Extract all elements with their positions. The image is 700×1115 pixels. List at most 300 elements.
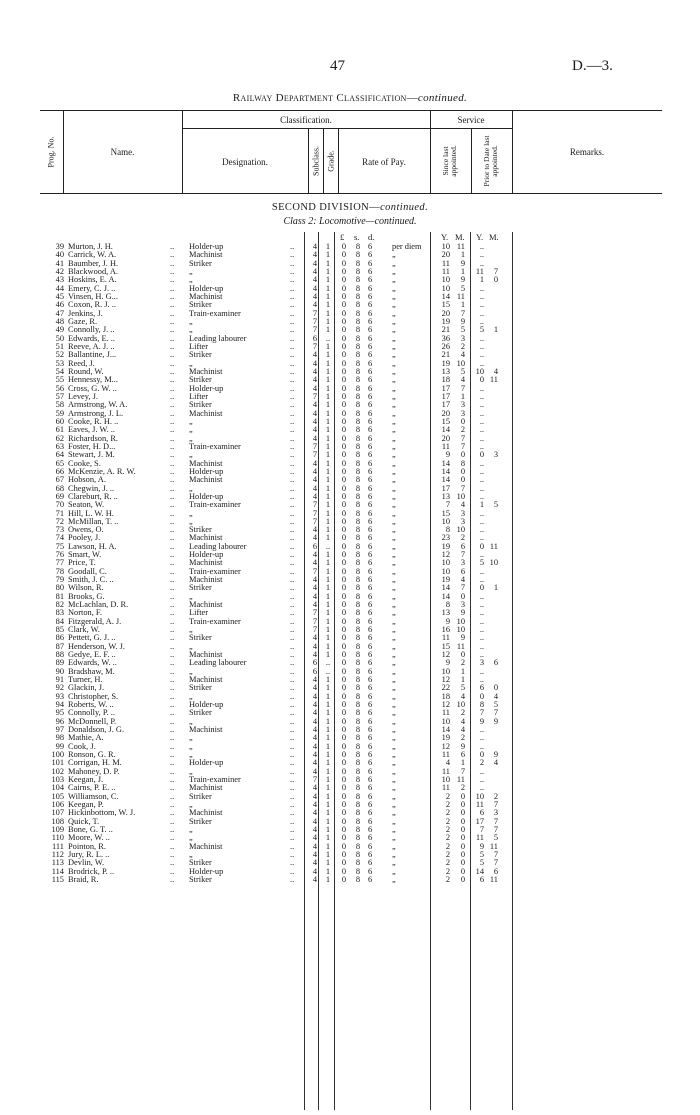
cell-per: per diem — [392, 242, 422, 251]
leader-dots: .. — [170, 250, 175, 260]
cell-sy: 11 — [441, 633, 450, 643]
cell-d: 6 — [368, 541, 373, 551]
cell-sy: 17 — [441, 483, 450, 493]
cell-gr: 1 — [325, 250, 331, 260]
cell-gr: 1 — [325, 466, 331, 476]
cell-s: 8 — [355, 242, 361, 251]
cell-gr: 1 — [325, 458, 331, 468]
cell-gr: 1 — [325, 600, 331, 610]
leader-dots: .. — [170, 725, 175, 735]
cell-l: 0 — [341, 591, 347, 601]
cell-s: 8 — [355, 341, 361, 351]
cell-per: „ — [392, 450, 396, 460]
cell-s: 8 — [355, 383, 361, 393]
cell-d: 6 — [368, 291, 373, 301]
cell-gr: 1 — [325, 858, 331, 868]
cell-sy: 11 — [441, 441, 450, 451]
cell-sub: 4 — [312, 433, 318, 443]
cell-sub: 4 — [312, 475, 318, 485]
cell-name: Levey, J. — [68, 391, 98, 401]
cell-d: 6 — [368, 625, 373, 635]
cell-s: 8 — [355, 716, 361, 726]
leader-dots: .. — [290, 616, 295, 626]
cell-l: 0 — [341, 325, 347, 335]
cell-no: 64 — [55, 450, 64, 460]
cell-s: 8 — [355, 533, 361, 543]
division-label: SECOND DIVISION— — [271, 202, 381, 213]
cell-py: 6 — [479, 874, 484, 884]
leader-dots: .. — [290, 658, 295, 668]
cell-no: 88 — [55, 650, 64, 660]
cell-des: Machinist — [189, 650, 223, 660]
cell-d: 6 — [368, 375, 373, 385]
cell-l: 0 — [341, 833, 347, 843]
cell-per: „ — [392, 691, 396, 701]
table-row — [0, 310, 700, 318]
leader-dots: .. — [170, 300, 175, 310]
cell-s: 8 — [355, 400, 361, 410]
cell-l: 0 — [341, 808, 347, 818]
cell-sub: 4 — [312, 799, 318, 809]
leader-dots: .. — [170, 600, 175, 610]
leader-dots: .. — [290, 300, 295, 310]
cell-s: 8 — [355, 658, 361, 668]
leader-dots: .. — [170, 450, 175, 460]
cell-py: .. — [479, 491, 484, 501]
cell-s: 8 — [355, 733, 361, 743]
cell-name: Moore, W. .. — [68, 833, 110, 843]
cell-l: 0 — [341, 275, 347, 285]
cell-sm: 4 — [460, 691, 465, 701]
cell-name: Norton, F. — [68, 608, 102, 618]
leader-dots: .. — [170, 333, 175, 343]
cell-des: „ — [189, 325, 193, 335]
cell-d: 6 — [368, 700, 373, 710]
cell-gr: 1 — [325, 450, 331, 460]
cell-gr: 1 — [325, 433, 331, 443]
leader-dots: .. — [170, 658, 175, 668]
cell-des: Train-examiner — [189, 566, 241, 576]
cell-l: 0 — [341, 541, 347, 551]
cell-name: Christopher, S. — [68, 691, 119, 701]
cell-l: 0 — [341, 700, 347, 710]
cell-sub: 4 — [312, 300, 318, 310]
leader-dots: .. — [170, 242, 175, 251]
cell-des: „ — [189, 316, 193, 326]
cell-no: 55 — [55, 375, 64, 385]
cell-sm: 0 — [460, 416, 465, 426]
cell-gr: 1 — [325, 341, 331, 351]
cell-sy: 14 — [441, 583, 450, 593]
cell-sy: 15 — [441, 300, 450, 310]
cell-d: 6 — [368, 350, 373, 360]
cell-d: 6 — [368, 483, 373, 493]
cell-gr: 1 — [325, 475, 331, 485]
cell-des: Machinist — [189, 458, 223, 468]
cell-py: 11 — [475, 833, 484, 843]
cell-l: 0 — [341, 750, 347, 760]
cell-no: 84 — [55, 616, 64, 626]
cell-name: Armstrong, W. A. — [68, 400, 128, 410]
cell-sub: 7 — [312, 325, 318, 335]
table-row — [0, 493, 700, 501]
cell-d: 6 — [368, 416, 373, 426]
cell-no: 111 — [52, 841, 64, 851]
cell-sub: 4 — [312, 466, 318, 476]
leader-dots: .. — [170, 833, 175, 843]
cell-d: 6 — [368, 866, 373, 876]
cell-s: 8 — [355, 583, 361, 593]
cell-l: 0 — [341, 625, 347, 635]
leader-dots: .. — [170, 366, 175, 376]
cell-l: 0 — [341, 608, 347, 618]
leader-dots: .. — [290, 258, 295, 268]
cell-per: „ — [392, 350, 396, 360]
cell-l: 0 — [341, 400, 347, 410]
leader-dots: .. — [170, 858, 175, 868]
table-row — [0, 768, 700, 776]
cell-no: 67 — [55, 475, 64, 485]
cell-s: 8 — [355, 783, 361, 793]
leader-dots: .. — [170, 358, 175, 368]
cell-sub: 7 — [312, 516, 318, 526]
cell-gr: 1 — [325, 874, 331, 884]
leader-dots: .. — [290, 641, 295, 651]
cell-no: 98 — [55, 733, 64, 743]
cell-gr: 1 — [325, 616, 331, 626]
cell-sub: 4 — [312, 383, 318, 393]
cell-py: 9 — [479, 716, 484, 726]
cell-l: 0 — [341, 433, 347, 443]
cell-sub: 4 — [312, 808, 318, 818]
leader-dots: .. — [290, 608, 295, 618]
cell-s: 8 — [355, 799, 361, 809]
cell-per: „ — [392, 775, 396, 784]
cell-l: 0 — [341, 466, 347, 476]
cell-d: 6 — [368, 458, 373, 468]
cell-sm: 7 — [460, 766, 465, 776]
cell-name: Braid, R. — [68, 874, 99, 884]
cell-des: Machinist — [189, 366, 223, 376]
table-row — [0, 734, 700, 742]
cell-sm: 5 — [460, 683, 465, 693]
cell-l: 0 — [341, 658, 347, 668]
cell-name: Keegan, J. — [68, 775, 104, 784]
cell-sy: 17 — [441, 400, 450, 410]
leader-dots: .. — [290, 516, 295, 526]
cell-sub: 4 — [312, 633, 318, 643]
cell-per: „ — [392, 575, 396, 585]
cell-sy: 14 — [441, 291, 450, 301]
cell-per: „ — [392, 425, 396, 435]
cell-sm: 8 — [460, 458, 465, 468]
cell-des: Machinist — [189, 558, 223, 568]
cell-sm: 7 — [460, 433, 465, 443]
cell-sm: 1 — [460, 266, 465, 276]
cell-s: 8 — [355, 291, 361, 301]
cell-per: „ — [392, 666, 396, 676]
cell-gr: 1 — [325, 258, 331, 268]
leader-dots: .. — [170, 566, 175, 576]
cell-sy: 11 — [441, 766, 450, 776]
cell-py: .. — [479, 575, 484, 585]
cell-sub: 4 — [312, 242, 318, 251]
leader-dots: .. — [290, 783, 295, 793]
cell-sub: 4 — [312, 283, 318, 293]
cell-sub: 4 — [312, 841, 318, 851]
leader-dots: .. — [290, 600, 295, 610]
cell-sm: 6 — [460, 541, 465, 551]
cell-d: 6 — [368, 725, 373, 735]
table-row — [0, 851, 700, 859]
leader-dots: .. — [170, 766, 175, 776]
cell-sy: 10 — [441, 516, 450, 526]
cell-py: 6 — [479, 683, 484, 693]
leader-dots: .. — [170, 316, 175, 326]
cell-py: .. — [479, 341, 484, 351]
unit-pounds: £ — [340, 232, 345, 242]
cell-name: McDonnell, P. — [68, 716, 117, 726]
cell-s: 8 — [355, 591, 361, 601]
leader-dots: .. — [290, 675, 295, 685]
cell-no: 90 — [55, 666, 64, 676]
cell-no: 63 — [55, 441, 64, 451]
leader-dots: .. — [170, 541, 175, 551]
cell-name: Cook, J. — [68, 741, 96, 751]
cell-pm: 10 — [489, 558, 498, 568]
cell-per: „ — [392, 733, 396, 743]
cell-no: 62 — [55, 433, 64, 443]
rate-of-pay-header: Rate of Pay. — [362, 157, 406, 167]
cell-sub: 4 — [312, 366, 318, 376]
table-header — [40, 110, 662, 194]
cell-d: 6 — [368, 758, 373, 768]
cell-sy: 19 — [441, 316, 450, 326]
leader-dots: .. — [170, 775, 175, 784]
cell-per: „ — [392, 483, 396, 493]
cell-sub: 4 — [312, 291, 318, 301]
cell-gr: .. — [325, 658, 331, 668]
cell-gr: 1 — [325, 416, 331, 426]
cell-gr: 1 — [325, 591, 331, 601]
leader-dots: .. — [170, 758, 175, 768]
cell-per: „ — [392, 416, 396, 426]
cell-d: 6 — [368, 558, 373, 568]
cell-py: .. — [479, 666, 484, 676]
leader-dots: .. — [290, 858, 295, 868]
cell-name: Jury, R. L. .. — [68, 849, 110, 859]
cell-s: 8 — [355, 608, 361, 618]
leader-dots: .. — [290, 766, 295, 776]
cell-des: Machinist — [189, 250, 223, 260]
cell-s: 8 — [355, 466, 361, 476]
cell-sub: 4 — [312, 558, 318, 568]
cell-sub: 7 — [312, 566, 318, 576]
cell-sy: 10 — [441, 242, 450, 251]
cell-s: 8 — [355, 558, 361, 568]
cell-sy: 2 — [445, 799, 450, 809]
cell-sub: 7 — [312, 316, 318, 326]
leader-dots: .. — [170, 591, 175, 601]
cell-l: 0 — [341, 633, 347, 643]
cell-s: 8 — [355, 550, 361, 560]
leader-dots: .. — [290, 466, 295, 476]
cell-l: 0 — [341, 508, 347, 518]
cell-py: 10 — [475, 791, 484, 801]
cell-l: 0 — [341, 708, 347, 718]
cell-sub: 7 — [312, 391, 318, 401]
cell-sub: 7 — [312, 341, 318, 351]
table-row — [0, 385, 700, 393]
leader-dots: .. — [170, 350, 175, 360]
cell-name: Reeve, A. J. .. — [68, 341, 115, 351]
cell-d: 6 — [368, 325, 373, 335]
table-row — [0, 526, 700, 534]
cell-des: Holder-up — [189, 383, 224, 393]
cell-d: 6 — [368, 641, 373, 651]
cell-sm: 1 — [460, 666, 465, 676]
cell-no: 70 — [55, 500, 64, 510]
cell-des: Leading labourer — [189, 658, 247, 668]
cell-d: 6 — [368, 600, 373, 610]
cell-gr: 1 — [325, 633, 331, 643]
cell-name: Cairns, P. E. .. — [68, 783, 116, 793]
cell-s: 8 — [355, 566, 361, 576]
cell-sm: 7 — [460, 483, 465, 493]
cell-gr: 1 — [325, 725, 331, 735]
table-row — [0, 793, 700, 801]
cell-per: „ — [392, 858, 396, 868]
leader-dots: .. — [290, 350, 295, 360]
leader-dots: .. — [170, 266, 175, 276]
leader-dots: .. — [290, 291, 295, 301]
cell-pm: 4 — [493, 366, 498, 376]
cell-pm: 2 — [493, 791, 498, 801]
cell-name: Price, T. — [68, 558, 96, 568]
cell-d: 6 — [368, 583, 373, 593]
cell-l: 0 — [341, 766, 347, 776]
cell-des: Striker — [189, 375, 212, 385]
cell-per: „ — [392, 608, 396, 618]
cell-gr: .. — [325, 541, 331, 551]
cell-sm: 11 — [456, 775, 465, 784]
cell-l: 0 — [341, 816, 347, 826]
leader-dots: .. — [290, 483, 295, 493]
cell-d: 6 — [368, 508, 373, 518]
cell-sy: 20 — [441, 408, 450, 418]
cell-l: 0 — [341, 641, 347, 651]
leader-dots: .. — [290, 808, 295, 818]
unit-pence: d. — [368, 232, 375, 242]
cell-no: 57 — [55, 391, 64, 401]
cell-per: „ — [392, 550, 396, 560]
cell-l: 0 — [341, 341, 347, 351]
cell-l: 0 — [341, 550, 347, 560]
cell-no: 92 — [55, 683, 64, 693]
cell-sy: 2 — [445, 791, 450, 801]
cell-py: .. — [479, 416, 484, 426]
cell-name: Carrick, W. A. — [68, 250, 117, 260]
cell-py: .. — [479, 483, 484, 493]
cell-no: 53 — [55, 358, 64, 368]
cell-sub: 7 — [312, 308, 318, 318]
cell-s: 8 — [355, 750, 361, 760]
leader-dots: .. — [290, 758, 295, 768]
document-reference: D.—3. — [572, 58, 613, 74]
cell-py: .. — [479, 258, 484, 268]
cell-sm: 7 — [460, 583, 465, 593]
leader-dots: .. — [290, 383, 295, 393]
cell-sy: 2 — [445, 808, 450, 818]
cell-per: „ — [392, 458, 396, 468]
cell-s: 8 — [355, 625, 361, 635]
cell-sy: 12 — [441, 675, 450, 685]
cell-sy: 7 — [445, 500, 450, 510]
cell-per: „ — [392, 366, 396, 376]
cell-no: 61 — [55, 425, 64, 435]
cell-d: 6 — [368, 683, 373, 693]
cell-des: Lifter — [189, 608, 209, 618]
cell-sy: 19 — [441, 733, 450, 743]
leader-dots: .. — [290, 691, 295, 701]
leader-dots: .. — [290, 266, 295, 276]
cell-sy: 2 — [445, 824, 450, 834]
cell-py: .. — [479, 508, 484, 518]
cell-py: .. — [479, 633, 484, 643]
cell-gr: 1 — [325, 516, 331, 526]
cell-no: 58 — [55, 400, 64, 410]
cell-l: 0 — [341, 383, 347, 393]
cell-name: Clark, W. — [68, 625, 100, 635]
cell-s: 8 — [355, 633, 361, 643]
cell-py: .. — [479, 625, 484, 635]
cell-sm: 2 — [460, 533, 465, 543]
cell-pm: 5 — [493, 500, 498, 510]
cell-des: Holder-up — [189, 758, 224, 768]
cell-py: 6 — [479, 808, 484, 818]
cell-pm: 0 — [493, 683, 498, 693]
cell-des: „ — [189, 741, 193, 751]
leader-dots: .. — [170, 375, 175, 385]
cell-gr: 1 — [325, 575, 331, 585]
cell-d: 6 — [368, 358, 373, 368]
cell-sm: 0 — [460, 466, 465, 476]
cell-py: .. — [479, 408, 484, 418]
cell-no: 68 — [55, 483, 64, 493]
table-row — [0, 868, 700, 876]
cell-d: 6 — [368, 425, 373, 435]
leader-dots: .. — [290, 283, 295, 293]
cell-sub: 4 — [312, 458, 318, 468]
cell-name: Hickinbottom, W. J. — [68, 808, 136, 818]
cell-d: 6 — [368, 500, 373, 510]
cell-gr: 1 — [325, 841, 331, 851]
cell-name: Cooke, S. — [68, 458, 101, 468]
cell-no: 105 — [51, 791, 64, 801]
cell-sub: 4 — [312, 766, 318, 776]
leader-dots: .. — [290, 458, 295, 468]
leader-dots: .. — [170, 475, 175, 485]
cell-sy: 11 — [441, 750, 450, 760]
cell-sy: 2 — [445, 833, 450, 843]
cell-sy: 23 — [441, 533, 450, 543]
cell-des: Striker — [189, 708, 212, 718]
cell-name: Henderson, W. J. — [68, 641, 125, 651]
cell-sy: 21 — [441, 350, 450, 360]
leader-dots: .. — [290, 750, 295, 760]
cell-des: „ — [189, 266, 193, 276]
leader-dots: .. — [170, 550, 175, 560]
